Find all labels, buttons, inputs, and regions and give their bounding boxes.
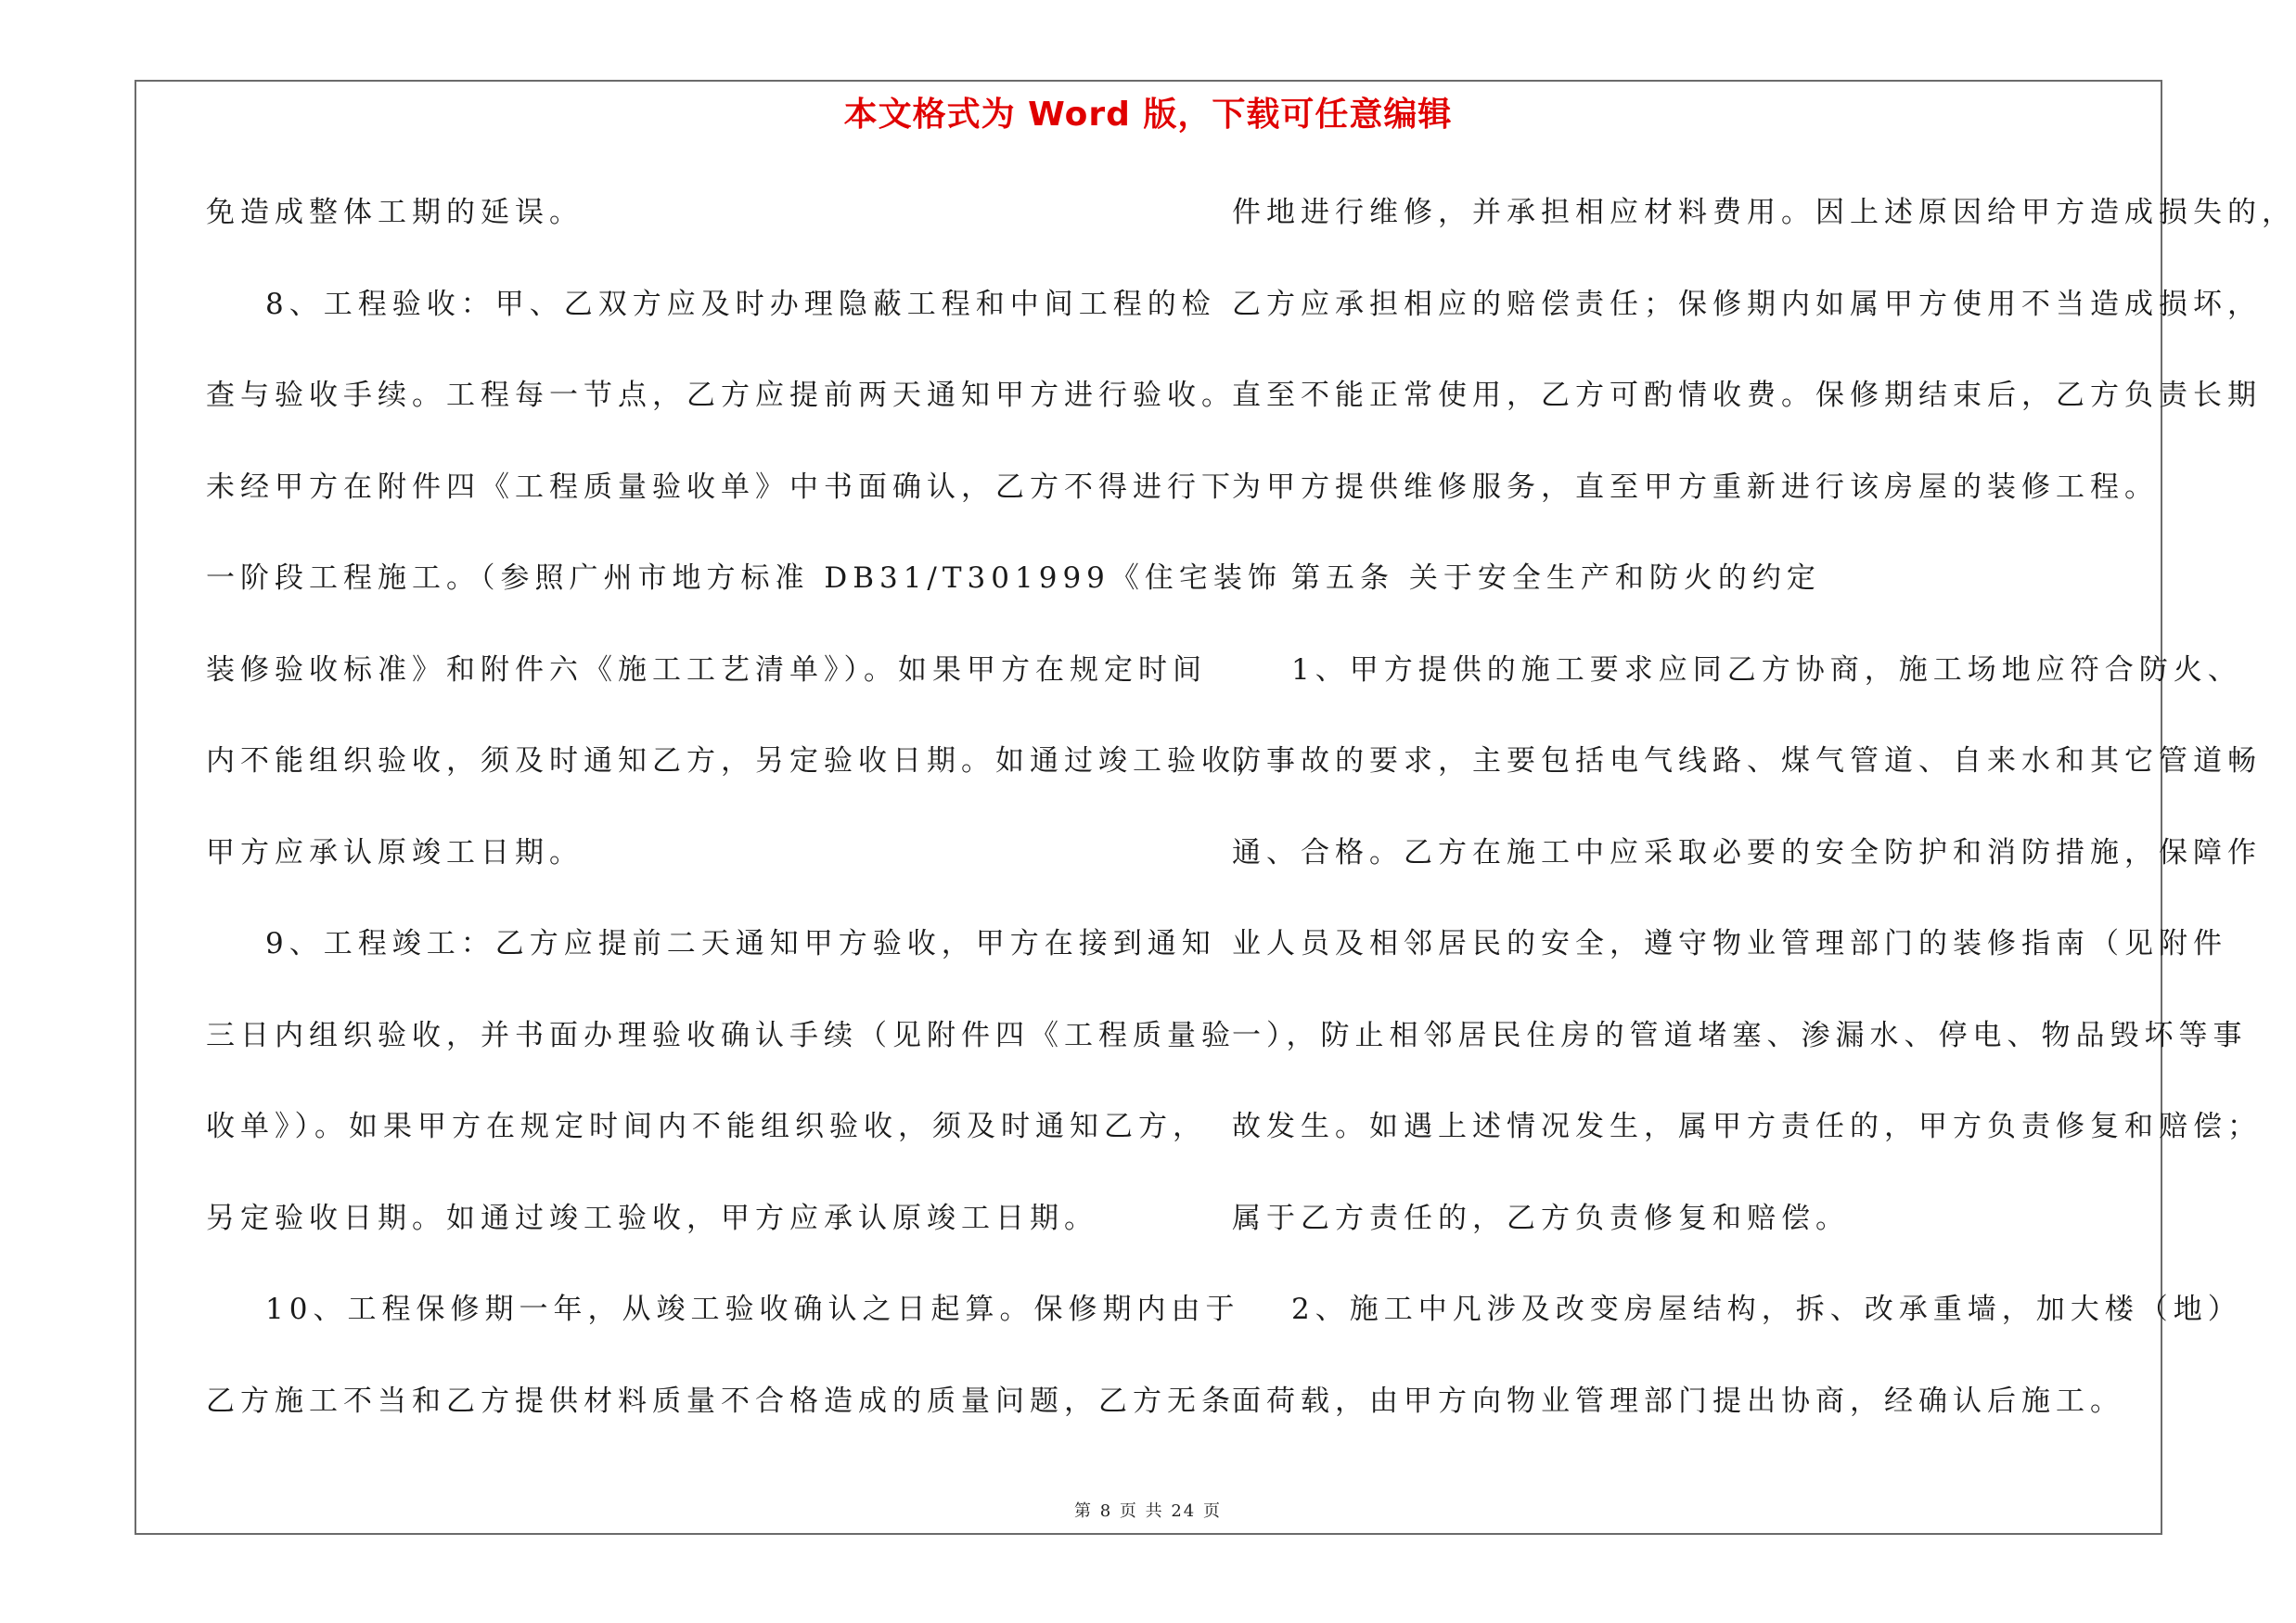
- left-line: 8、工程验收：甲、乙双方应及时办理隐蔽工程和中间工程的检: [265, 287, 1216, 321]
- left-line: 内不能组织验收，须及时通知乙方，另定验收日期。如通过竣工验收，: [206, 744, 1270, 778]
- left-line: 免造成整体工期的延误。: [206, 196, 584, 229]
- right-line: 通、合格。乙方在施工中应采取必要的安全防护和消防措施，保障作: [1232, 835, 2262, 869]
- format-banner: 本文格式为 Word 版，下载可任意编辑: [843, 96, 1453, 134]
- left-line: 一阶段工程施工。（参照广州市地方标准 DB31/T301999《住宅装饰: [206, 561, 1282, 595]
- left-line: 10、工程保修期一年，从竣工验收确认之日起算。保修期内由于: [265, 1293, 1240, 1326]
- left-line: 收单》）。如果甲方在规定时间内不能组织验收，须及时通知乙方，: [206, 1110, 1207, 1143]
- right-line: 乙方应承担相应的赔偿责任；保修期内如属甲方使用不当造成损坏，: [1232, 287, 2262, 321]
- left-column: [206, 182, 1282, 1462]
- left-line: 三日内组织验收，并书面办理验收确认手续（见附件四《工程质量验: [206, 1018, 1236, 1052]
- left-line: 另定验收日期。如通过竣工验收，甲方应承认原竣工日期。: [206, 1201, 1098, 1235]
- right-line: 防事故的要求，主要包括电气线路、煤气管道、自来水和其它管道畅: [1232, 744, 2262, 778]
- page-number: 第 8 页 共 24 页: [1074, 1501, 1222, 1521]
- right-line: 故发生。如遇上述情况发生，属甲方责任的，甲方负责修复和赔偿；: [1232, 1110, 2262, 1143]
- right-line: 属于乙方责任的，乙方负责修复和赔偿。: [1232, 1201, 1850, 1235]
- left-line: 未经甲方在附件四《工程质量验收单》中书面确认，乙方不得进行下: [206, 470, 1236, 504]
- right-line: 第五条 关于安全生产和防火的约定: [1291, 561, 1821, 595]
- left-line: 甲方应承认原竣工日期。: [206, 835, 584, 869]
- right-line: 1、甲方提供的施工要求应同乙方协商，施工场地应符合防火、: [1291, 652, 2242, 687]
- right-line: 一），防止相邻居民住房的管道堵塞、渗漏水、停电、物品毁坏等事: [1232, 1018, 2248, 1052]
- right-line: 2、施工中凡涉及改变房屋结构，拆、改承重墙，加大楼（地）: [1291, 1293, 2242, 1326]
- left-line: 9、工程竣工：乙方应提前二天通知甲方验收，甲方在接到通知: [265, 927, 1216, 960]
- left-line: 装修验收标准》和附件六《施工工艺清单》）。如果甲方在规定时间: [206, 652, 1207, 687]
- right-line: 面荷载，由甲方向物业管理部门提出协商，经确认后施工。: [1232, 1384, 2124, 1418]
- right-column: [1232, 182, 2296, 1462]
- right-line: 直至不能正常使用，乙方可酌情收费。保修期结束后，乙方负责长期: [1232, 379, 2262, 412]
- left-line: 查与验收手续。工程每一节点，乙方应提前两天通知甲方进行验收。: [206, 379, 1236, 412]
- right-line: 业人员及相邻居民的安全，遵守物业管理部门的装修指南（见附件: [1232, 927, 2227, 960]
- left-line: 乙方施工不当和乙方提供材料质量不合格造成的质量问题，乙方无条: [206, 1384, 1236, 1418]
- right-line: 为甲方提供维修服务，直至甲方重新进行该房屋的装修工程。: [1232, 470, 2159, 504]
- right-line: 件地进行维修，并承担相应材料费用。因上述原因给甲方造成损失的，: [1232, 196, 2296, 229]
